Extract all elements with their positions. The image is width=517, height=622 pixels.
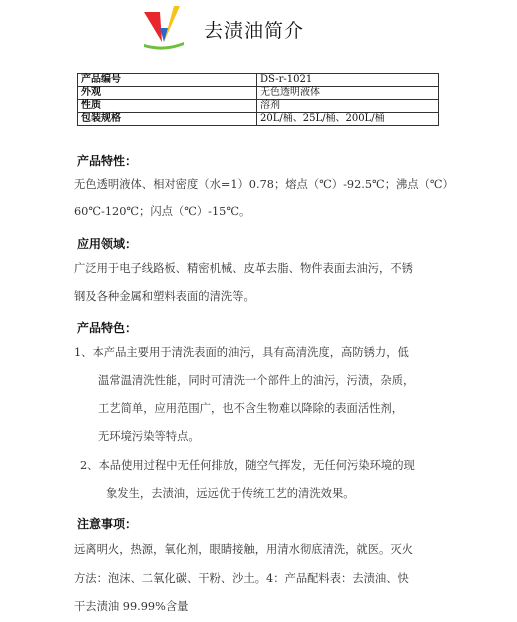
features-line: 1、本产品主要用于清洗表面的油污，具有高清洗度，高防锈力，低	[74, 346, 409, 359]
company-logo-icon	[138, 4, 188, 52]
applications-line: 钢及各种金属和塑料表面的清洗等。	[74, 290, 255, 303]
properties-line: 无色透明液体、相对密度（水=1）0.78；熔点（℃）-92.5℃；沸点（℃）	[74, 178, 454, 191]
notes-line: 方法：泡沫、二氧化碳、干粉、沙土。4：产品配料表：去渍油、快	[74, 572, 409, 585]
spec-value-cell: 溶剂	[257, 100, 439, 113]
applications-heading: 应用领域：	[77, 237, 138, 251]
features-line: 象发生，去渍油，远远优于传统工艺的清洗效果。	[106, 487, 355, 500]
notes-line: 远离明火，热源，氧化剂，眼睛接触，用清水彻底清洗，就医。灭火	[74, 543, 413, 556]
applications-line: 广泛用于电子线路板、精密机械、皮革去脂、物件表面去油污，不锈	[74, 262, 413, 275]
spec-value-cell: 20L/桶、25L/桶、200L/桶	[257, 113, 439, 126]
spec-value-cell: 无色透明液体	[257, 87, 439, 100]
notes-heading: 注意事项：	[77, 517, 138, 531]
document-title: 去渍油简介	[204, 20, 305, 42]
features-line: 2、本品使用过程中无任何排放，随空气挥发，无任何污染环境的现	[80, 459, 415, 472]
spec-key-cell: 包装规格	[78, 113, 257, 126]
features-line: 温常温清洗性能，同时可清洗一个部件上的油污，污渍，杂质，	[98, 374, 415, 387]
features-line: 工艺简单，应用范围广，也不含生物难以降除的表面活性剂，	[98, 402, 404, 415]
properties-line: 60℃-120℃；闪点（℃）-15℃。	[74, 205, 251, 218]
spec-key-cell: 产品编号	[78, 74, 257, 87]
features-heading: 产品特色：	[77, 321, 138, 335]
spec-value-cell: DS-r-1021	[257, 74, 439, 87]
table-row	[78, 113, 439, 126]
spec-table	[77, 73, 439, 126]
table-row	[78, 100, 439, 113]
properties-heading: 产品特性：	[77, 154, 138, 168]
spec-key-cell: 性质	[78, 100, 257, 113]
table-row	[78, 74, 439, 87]
document-header	[0, 0, 517, 60]
notes-line: 干去渍油 99.99%含量	[74, 600, 189, 613]
features-line: 无环境污染等特点。	[98, 430, 200, 443]
spec-key-cell: 外观	[78, 87, 257, 100]
table-row	[78, 87, 439, 100]
